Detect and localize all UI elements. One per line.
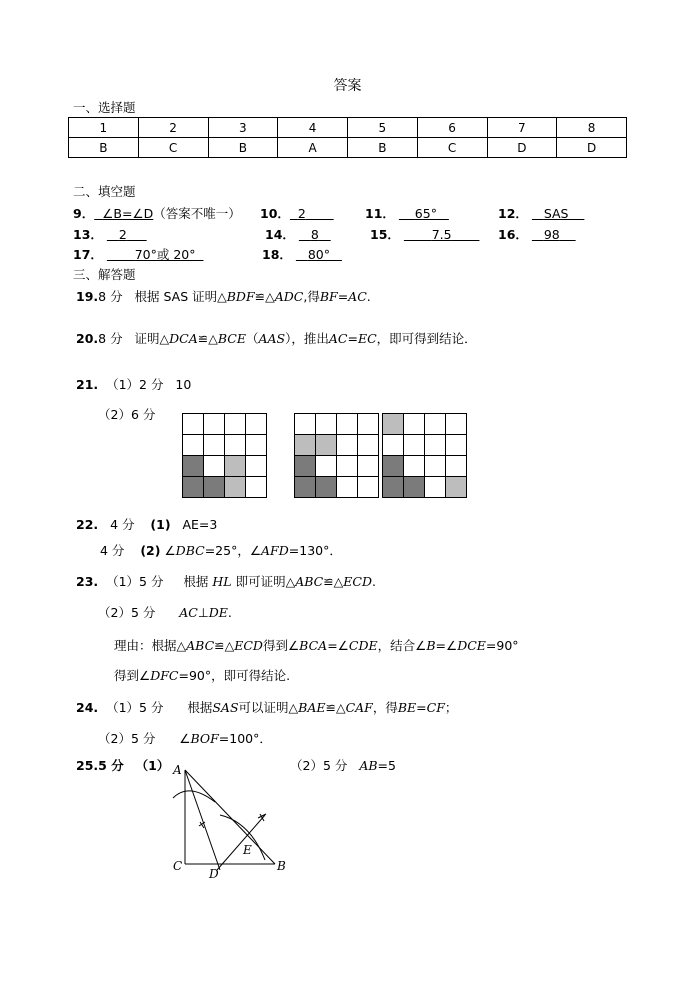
label-b: B <box>277 859 286 873</box>
grid-cell <box>445 476 467 498</box>
table-cell: 7 <box>487 118 557 138</box>
grid-cell <box>245 413 267 435</box>
question-number: 21. <box>76 377 99 392</box>
math-var: AC <box>328 331 348 346</box>
answer-text: （ <box>245 331 259 346</box>
solve-q20 <box>76 331 477 347</box>
grid-cell <box>224 455 246 477</box>
grid-cell <box>245 455 267 477</box>
score: （2）5 分 <box>98 731 156 746</box>
answer-text: =25°，∠ <box>204 543 262 558</box>
question-number: 10． <box>260 206 290 221</box>
solve-q23-p2 <box>98 605 232 621</box>
page-title: 答案 <box>333 78 362 94</box>
question-number: 24. <box>76 700 99 715</box>
math-var: DCA <box>169 331 198 346</box>
table-cell: A <box>278 138 348 158</box>
fill-answer: 98 <box>543 227 560 242</box>
answer-text: 可以证明△ <box>238 700 299 715</box>
table-cell: B <box>208 138 278 158</box>
triangle-construction-figure <box>165 760 295 885</box>
answer-text: ≌△ <box>214 638 235 653</box>
math-var: CAF <box>345 700 373 715</box>
fill-answer: 80° <box>307 247 330 262</box>
grid-cell <box>403 455 425 477</box>
answer-text: 10 <box>175 377 192 392</box>
answer-text: AE=3 <box>182 517 218 532</box>
answer-text: ≌△ <box>325 700 346 715</box>
math-var: BDF <box>226 289 255 304</box>
table-cell: 1 <box>69 118 139 138</box>
table-cell: D <box>557 138 627 158</box>
answer-text: 理由：根据△ <box>114 638 187 653</box>
answer-text: ，得 <box>372 700 398 715</box>
answer-text: 根据 SAS 证明△ <box>134 289 227 304</box>
label-e: E <box>243 843 252 857</box>
fill-q10 <box>260 206 334 222</box>
answer-text: = <box>337 289 349 304</box>
part-label: (2) <box>140 543 161 558</box>
label-c: C <box>173 859 183 873</box>
grid-cell <box>182 476 204 498</box>
math-var: BCE <box>217 331 246 346</box>
math-var: AB <box>359 758 378 773</box>
fill-q18 <box>262 247 342 263</box>
table-cell: B <box>69 138 139 158</box>
answer-text: =90°，即可得结论. <box>178 668 291 683</box>
question-number: 13． <box>73 227 103 242</box>
grid-cell <box>382 434 404 456</box>
grid-cell <box>203 455 225 477</box>
grid-cell <box>336 434 358 456</box>
grid-cell <box>382 476 404 498</box>
answer-text: 根据 <box>183 574 209 589</box>
grid-cell <box>445 434 467 456</box>
fill-answer: 70°或 20° <box>134 247 196 262</box>
solve-q23-reason-2 <box>114 668 290 684</box>
fill-answer: 7.5 <box>431 227 452 242</box>
fill-note: （答案不唯一） <box>153 206 241 221</box>
answer-text: ∠ <box>164 543 176 558</box>
score: 5 分 <box>98 758 124 773</box>
grid-cell <box>245 434 267 456</box>
question-number: 9． <box>73 206 95 221</box>
answer-text: 得到∠ <box>262 638 300 653</box>
math-var: DCE <box>457 638 486 653</box>
solve-q25-p2 <box>290 758 396 774</box>
math-var: DE <box>208 605 228 620</box>
math-var: BCA <box>299 638 328 653</box>
grid-cell <box>315 455 337 477</box>
fill-q13 <box>73 227 147 243</box>
fill-answer: SAS <box>543 206 569 221</box>
grid-figure-1 <box>182 413 267 498</box>
table-cell: 6 <box>417 118 487 138</box>
grid-cell <box>403 413 425 435</box>
score: （1）2 分 <box>106 377 164 392</box>
math-var: AC <box>179 605 198 620</box>
math-var: AC <box>348 289 367 304</box>
table-cell: 2 <box>138 118 208 138</box>
choice-answer-table <box>68 117 627 158</box>
score: 4 分 <box>100 543 125 558</box>
question-number: 18． <box>262 247 292 262</box>
grid-cell <box>294 434 316 456</box>
tick-mark <box>258 814 266 821</box>
answer-text: ⊥ <box>197 605 209 620</box>
score: 8 分 <box>98 289 123 304</box>
question-number: 15． <box>370 227 400 242</box>
answer-text: = <box>347 331 358 346</box>
question-number: 23. <box>76 574 99 589</box>
answer-text: =∠ <box>327 638 349 653</box>
answer-text: ,得 <box>303 289 320 304</box>
math-var: BAE <box>298 700 326 715</box>
grid-figure-2 <box>294 413 379 498</box>
grid-cell <box>203 476 225 498</box>
question-number: 16． <box>498 227 528 242</box>
grid-cell <box>357 476 379 498</box>
fill-q11 <box>365 206 449 222</box>
table-cell: B <box>348 138 418 158</box>
part-label: （1） <box>135 758 170 773</box>
grid-cell <box>294 413 316 435</box>
grid-cell <box>403 476 425 498</box>
grid-cell <box>336 476 358 498</box>
question-number: 25. <box>76 758 99 773</box>
question-number: 22. <box>76 517 99 532</box>
math-var: SAS <box>212 700 239 715</box>
answer-text: 证明△ <box>134 331 170 346</box>
fill-q17 <box>73 247 203 263</box>
fill-answer: 8 <box>310 227 319 242</box>
segment-ad <box>185 770 220 870</box>
math-var: CF <box>426 700 445 715</box>
grid-cell <box>445 455 467 477</box>
math-var: AFD <box>261 543 289 558</box>
solve-q22-p1 <box>76 517 217 533</box>
grid-cell <box>294 476 316 498</box>
math-var: ABC <box>186 638 215 653</box>
fill-answer: 2 <box>118 227 127 242</box>
grid-cell <box>315 434 337 456</box>
segment-de <box>217 815 265 870</box>
math-var: BF <box>319 289 338 304</box>
answer-text: . <box>366 289 371 304</box>
fill-answer: 2 <box>297 206 306 221</box>
table-cell: D <box>487 138 557 158</box>
answer-text: ≌△ <box>254 289 275 304</box>
math-var: BOF <box>190 731 219 746</box>
score: 8 分 <box>98 331 123 346</box>
math-var: ADC <box>274 289 304 304</box>
grid-cell <box>336 455 358 477</box>
answer-text: = <box>416 700 427 715</box>
section-solve: 三、解答题 <box>73 267 136 282</box>
solve-q24-p1 <box>76 700 457 716</box>
math-var: B <box>426 638 436 653</box>
grid-cell <box>424 455 446 477</box>
score: （1）5 分 <box>106 574 164 589</box>
question-number: 17． <box>73 247 103 262</box>
grid-cell <box>203 413 225 435</box>
fill-answer: 65° <box>414 206 437 221</box>
math-var: CDE <box>348 638 378 653</box>
grid-cell <box>182 434 204 456</box>
answer-text: =90° <box>485 638 519 653</box>
grid-cell <box>315 476 337 498</box>
part-label: (1) <box>150 517 171 532</box>
answer-text: =100°． <box>218 731 272 746</box>
math-var: ECD <box>343 574 373 589</box>
answer-text: =5 <box>377 758 396 773</box>
fill-answer: ∠B=∠D <box>102 206 154 221</box>
answer-text: ，即可得到结论． <box>376 331 477 346</box>
grid-cell <box>424 413 446 435</box>
table-row-answers <box>69 138 627 158</box>
answer-text: . <box>227 605 232 620</box>
solve-q23-p1 <box>76 574 376 590</box>
fill-q9 <box>73 206 241 222</box>
section-choice: 一、选择题 <box>73 100 136 115</box>
answer-text: 根据 <box>187 700 213 715</box>
answer-text: . <box>372 574 376 589</box>
score: 4 分 <box>110 517 135 532</box>
math-var: HL <box>212 574 232 589</box>
grid-cell <box>357 434 379 456</box>
question-number: 19. <box>76 289 99 304</box>
solve-q24-p2 <box>98 731 272 747</box>
grid-cell <box>424 434 446 456</box>
grid-cell <box>182 455 204 477</box>
label-a: A <box>173 763 182 777</box>
table-row-numbers <box>69 118 627 138</box>
grid-cell <box>203 434 225 456</box>
grid-cell <box>445 413 467 435</box>
grid-cell <box>357 455 379 477</box>
solve-q21-p2: （2）6 分 <box>98 407 156 422</box>
fill-q12 <box>498 206 584 222</box>
answer-text: 即可证明△ <box>235 574 296 589</box>
solve-q25-p1 <box>76 758 169 774</box>
solve-q19 <box>76 289 371 305</box>
question-number: 11． <box>365 206 395 221</box>
grid-cell <box>382 455 404 477</box>
grid-cell <box>224 434 246 456</box>
grid-cell <box>294 455 316 477</box>
grid-cell <box>357 413 379 435</box>
math-var: DBC <box>175 543 205 558</box>
table-cell: 8 <box>557 118 627 138</box>
math-var: AAS <box>258 331 286 346</box>
grid-cell <box>182 413 204 435</box>
grid-cell <box>336 413 358 435</box>
question-number: 14． <box>265 227 295 242</box>
math-var: ECD <box>234 638 263 653</box>
label-d: D <box>209 867 219 881</box>
solve-q22-p2 <box>100 543 342 559</box>
fill-q16 <box>498 227 576 243</box>
answer-text: =∠ <box>435 638 458 653</box>
grid-cell <box>224 413 246 435</box>
grid-cell <box>245 476 267 498</box>
score: （2）5 分 <box>290 758 348 773</box>
fill-q15 <box>370 227 479 243</box>
fill-q14 <box>265 227 331 243</box>
answer-text: 得到∠ <box>114 668 151 683</box>
answer-text: ≌△ <box>323 574 344 589</box>
answer-text: ； <box>444 700 458 715</box>
score: （1）5 分 <box>106 700 164 715</box>
math-var: BE <box>397 700 417 715</box>
grid-figure-3 <box>382 413 467 498</box>
answer-text: ），推出 <box>285 331 329 346</box>
table-cell: 5 <box>348 118 418 138</box>
math-var: ABC <box>295 574 324 589</box>
grid-cell <box>382 413 404 435</box>
answer-text: ∠ <box>179 731 191 746</box>
answer-text: =130°． <box>288 543 342 558</box>
math-var: DFC <box>150 668 179 683</box>
solve-q21-p1 <box>76 377 191 393</box>
grid-cell <box>224 476 246 498</box>
table-cell: 3 <box>208 118 278 138</box>
solve-q23-reason-1 <box>114 638 519 654</box>
table-cell: 4 <box>278 118 348 138</box>
question-number: 20. <box>76 331 99 346</box>
score: （2）5 分 <box>98 605 156 620</box>
section-fill: 二、填空题 <box>73 184 136 199</box>
table-cell: C <box>417 138 487 158</box>
answer-text: ，结合∠ <box>377 638 427 653</box>
grid-cell <box>424 476 446 498</box>
question-number: 12． <box>498 206 528 221</box>
math-var: EC <box>357 331 377 346</box>
grid-cell <box>315 413 337 435</box>
answer-text: ≌△ <box>197 331 218 346</box>
grid-cell <box>403 434 425 456</box>
table-cell: C <box>138 138 208 158</box>
